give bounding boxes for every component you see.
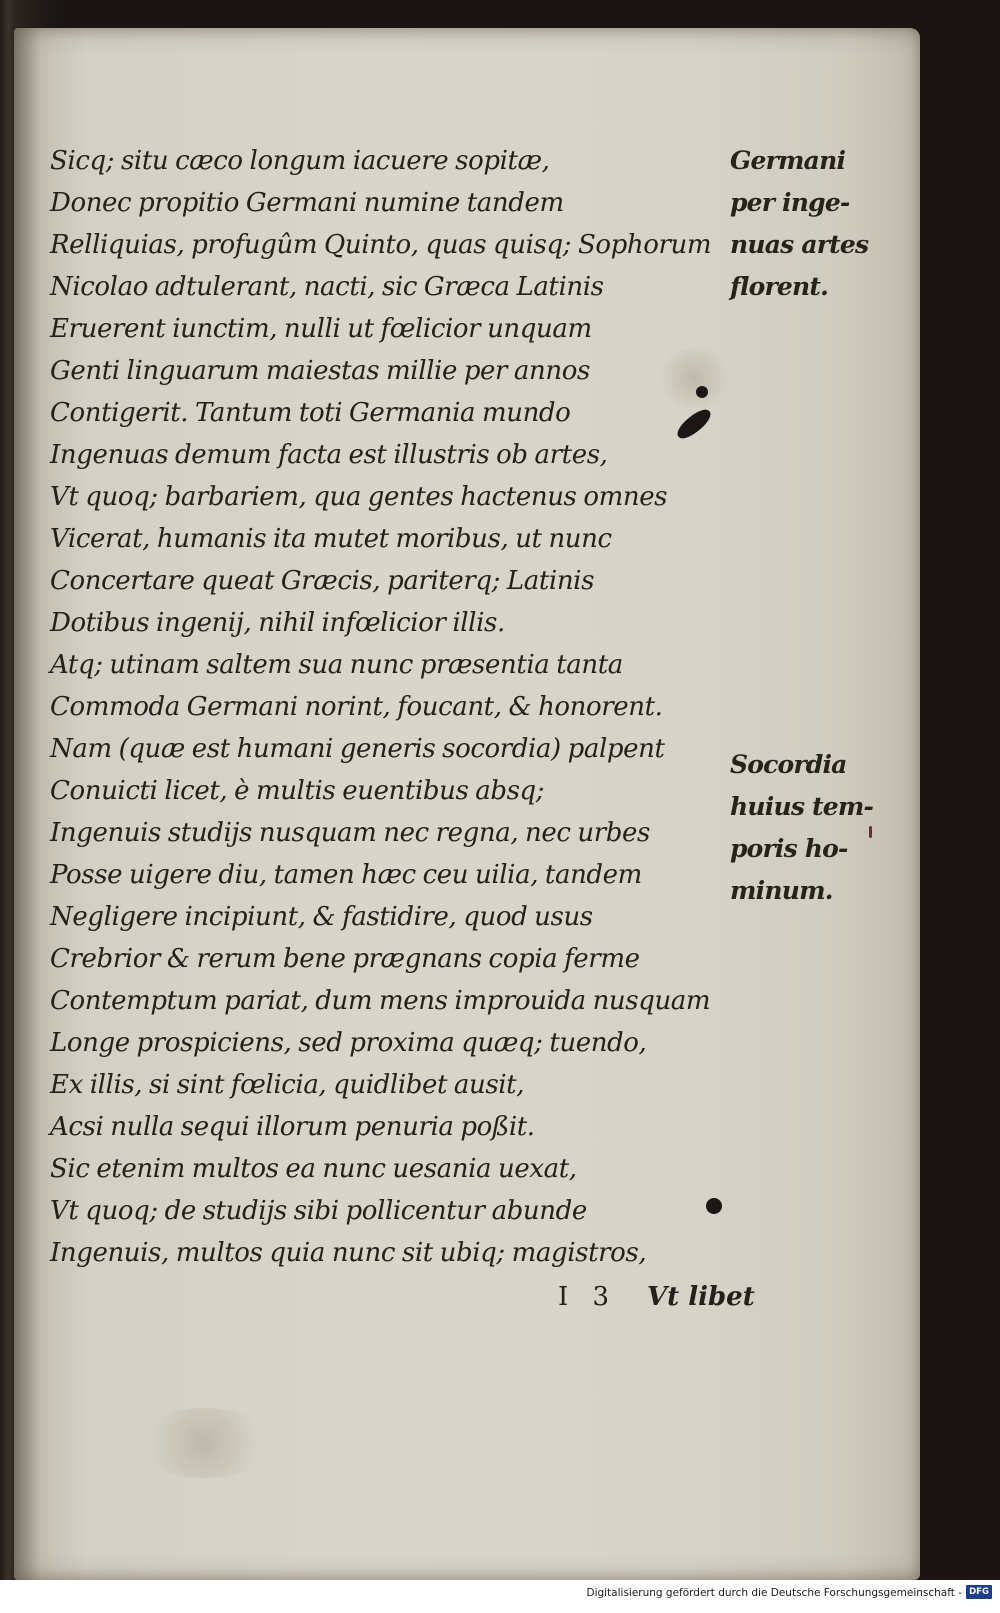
verse-line: Crebrior & rerum bene prægnans copia ferme <box>50 944 640 974</box>
verse-line: Nicolao adtulerant, nacti, sic Græca Latinis <box>50 272 604 302</box>
verse-line: Nam (quæ est humani generis socordia) palpent <box>50 734 665 764</box>
verse-line: Commoda Germani norint, foucant, & honorent. <box>50 692 663 722</box>
funding-credit: Digitalisierung gefördert durch die Deutsche Forschungsgemeinschaft - <box>586 1587 962 1599</box>
verse-line: Ingenuis, multos quia nunc sit ubiq; magistros, <box>50 1238 647 1268</box>
verse-line: Negligere incipiunt, & fastidire, quod usus <box>50 902 593 932</box>
margin-note-line: Socordia <box>730 750 847 779</box>
margin-note-line: florent. <box>730 272 829 301</box>
verse-line: Donec propitio Germani numine tandem <box>50 188 564 218</box>
verse-line: Contigerit. Tantum toti Germania mundo <box>50 398 571 428</box>
verse-line: Sic etenim multos ea nunc uesania uexat, <box>50 1154 577 1184</box>
catchword: Vt libet <box>647 1282 755 1312</box>
verse-line: Vt quoq; barbariem, qua gentes hactenus omnes <box>50 482 668 512</box>
margin-note-line: per inge- <box>730 188 850 217</box>
margin-note-line: huius tem- <box>730 792 874 821</box>
ink-blot <box>696 386 708 398</box>
ink-mark <box>869 826 872 838</box>
verse-line: Dotibus ingenij, nihil infœlicior illis. <box>50 608 505 638</box>
ink-blot <box>706 1198 722 1214</box>
verse-line: Posse uigere diu, tamen hæc ceu uilia, tandem <box>50 860 642 890</box>
margin-note-line: minum. <box>730 876 833 905</box>
book-page <box>14 28 920 1580</box>
verse-line: Eruerent iunctim, nulli ut fœlicior unquam <box>50 314 592 344</box>
verse-line: Vt quoq; de studijs sibi pollicentur abunde <box>50 1196 587 1226</box>
verse-line: Acsi nulla sequi illorum penuria poßit. <box>50 1112 535 1142</box>
margin-note <box>730 140 868 308</box>
verse-line: Ingenuas demum facta est illustris ob artes, <box>50 440 608 470</box>
verse-line: Longe prospiciens, sed proxima quæq; tuendo, <box>50 1028 647 1058</box>
margin-note-line: nuas artes <box>730 230 869 259</box>
signature-mark: I 3 <box>558 1282 618 1312</box>
verse-line: Vicerat, humanis ita mutet moribus, ut nunc <box>50 524 612 554</box>
verse-line: Conuicti licet, è multis euentibus absq; <box>50 776 545 806</box>
dfg-logo-icon: DFG <box>966 1585 992 1599</box>
margin-note <box>730 744 873 912</box>
verse-line: Atq; utinam saltem sua nunc præsentia tanta <box>50 650 623 680</box>
verse-line: Contemptum pariat, dum mens improuida nusquam <box>50 986 711 1016</box>
verse-line: Ex illis, si sint fœlicia, quidlibet ausit, <box>50 1070 525 1100</box>
verse-line: Concertare queat Græcis, pariterq; Latinis <box>50 566 595 596</box>
verse-text <box>50 140 711 1274</box>
verse-line: Genti linguarum maiestas millie per annos <box>50 356 590 386</box>
paper-stain <box>134 1408 274 1478</box>
verse-line: Relliquias, profugûm Quinto, quas quisq; Sophorum <box>50 230 712 260</box>
verse-line: Ingenuis studijs nusquam nec regna, nec urbes <box>50 818 650 848</box>
margin-note-line: Germani <box>730 146 846 175</box>
footer-bar <box>0 1580 1000 1613</box>
verse-line: Sicq; situ cæco longum iacuere sopitæ, <box>50 146 550 176</box>
margin-note-line: poris ho- <box>730 834 848 863</box>
